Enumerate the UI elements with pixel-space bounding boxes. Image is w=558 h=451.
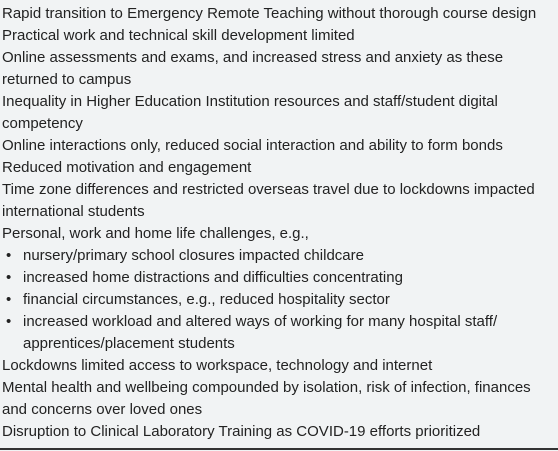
list-item: Online interactions only, reduced social interaction and ability to form bonds	[2, 137, 503, 154]
bullet-item-label: increased workload and altered ways of working for many hospital staff/ apprentices/placement students	[23, 313, 498, 352]
list-item: Mental health and wellbeing compounded by isolation, risk of infection, finances and concerns over loved ones	[2, 379, 531, 418]
bullet-item-label: financial circumstances, e.g., reduced hospitality sector	[23, 291, 390, 308]
table-bottom-rule	[0, 448, 558, 450]
bullet-icon: •	[6, 269, 12, 286]
bullet-list-item	[2, 267, 558, 289]
list-item: Reduced motivation and engagement	[2, 159, 252, 176]
bullet-item-label: nursery/primary school closures impacted childcare	[23, 247, 364, 264]
list-item: Time zone differences and restricted overseas travel due to lockdowns impacted international students	[2, 181, 535, 220]
list-item: Personal, work and home life challenges, e.g.,	[2, 225, 309, 242]
list-item: Lockdowns limited access to workspace, technology and internet	[2, 357, 433, 374]
list-item: Practical work and technical skill development limited	[2, 27, 355, 44]
challenges-list	[0, 3, 558, 443]
list-item: Disruption to Clinical Laboratory Training as COVID-19 efforts prioritized	[2, 423, 481, 440]
bullet-item-label: increased home distractions and difficulties concentrating	[23, 269, 403, 286]
bullet-icon: •	[6, 313, 12, 330]
list-item: Rapid transition to Emergency Remote Teaching without thorough course design	[2, 5, 537, 22]
bullet-icon: •	[6, 291, 12, 308]
bullet-list-item	[2, 311, 558, 355]
list-item: Online assessments and exams, and increased stress and anxiety as these returned to campus	[2, 49, 504, 88]
bullet-list-item	[2, 289, 558, 311]
bullet-list-item	[2, 245, 558, 267]
bullet-icon: •	[6, 247, 12, 264]
list-item: Inequality in Higher Education Institution resources and staff/student digital competency	[2, 93, 498, 132]
